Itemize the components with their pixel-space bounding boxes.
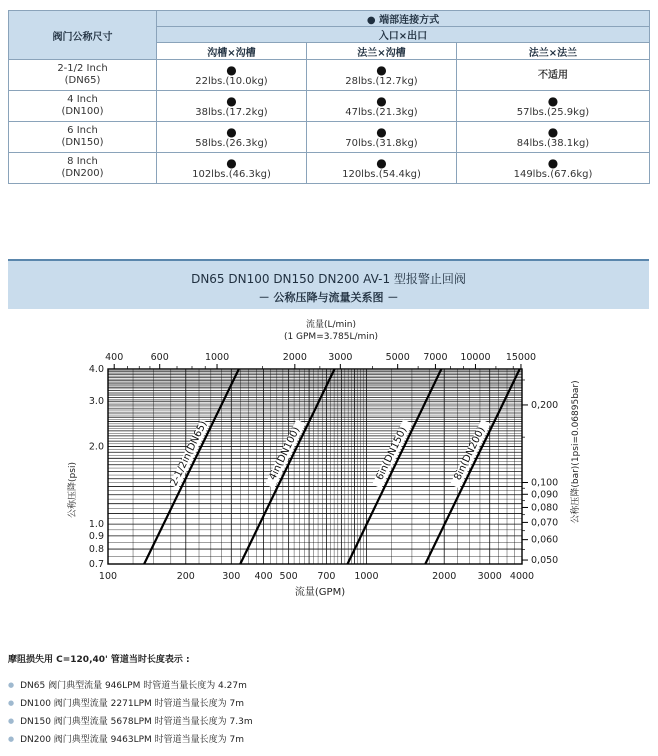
top-tick-label: 3000: [328, 352, 353, 363]
right-tick-label: 0,080: [531, 502, 559, 514]
bullet-icon: ●: [547, 155, 559, 170]
x-tick-label: 1000: [354, 571, 379, 582]
size-cell: 6 Inch (DN150): [9, 122, 157, 153]
chart-title: DN65 DN100 DN150 DN200 AV-1 型报警止回阀: [191, 272, 466, 286]
weight-table: [8, 10, 650, 184]
not-applicable-cell: 不适用: [457, 60, 650, 91]
x-tick-label: 4000: [509, 571, 535, 582]
top-tick-label: 600: [150, 352, 169, 363]
x-tick-label: 500: [279, 571, 298, 582]
size-cell: 8 Inch (DN200): [9, 153, 157, 184]
notes-intro: 摩阻损失用 C=120,40' 管道当时长度表示 :: [8, 655, 190, 665]
series-label: 4in(DN100): [267, 425, 303, 483]
weight-cell: ● 149lbs.(67.6kg): [457, 153, 650, 184]
size-header: 阀门公称尺寸: [9, 11, 157, 60]
right-axis-label: 公称压降(bar)(1psi=0.06895bar): [571, 380, 581, 524]
bullet-icon: ●: [376, 93, 387, 108]
top-tick-label: 1000: [204, 352, 230, 363]
y-tick-label: 0.9: [88, 530, 104, 542]
x-tick-label: 700: [317, 571, 336, 582]
bullet-icon: ●: [376, 155, 387, 170]
weight-cell: ● 102lbs.(46.3kg): [157, 153, 307, 184]
y-tick-label: 0.8: [88, 544, 104, 556]
weight-cell: ● 47lbs.(21.3kg): [307, 91, 457, 122]
column-header: 沟槽×沟槽: [157, 43, 307, 60]
y-tick-label: 1.0: [88, 519, 104, 531]
top-tick-label: 5000: [385, 352, 410, 363]
right-tick-label: 0,090: [531, 489, 559, 501]
x-tick-label: 200: [176, 571, 195, 582]
right-tick-label: 0,100: [531, 477, 559, 489]
x-tick-label: 3000: [477, 571, 502, 582]
chart-subtitle: － 公称压降与流量关系图 －: [258, 291, 399, 304]
series-label: 8in(DN200): [452, 425, 488, 483]
bullet-icon: ●: [376, 62, 387, 77]
x-axis-label: 流量(GPM): [294, 587, 346, 598]
top-axis-label: 流量(L/min): [305, 320, 357, 330]
series-line: [144, 369, 239, 564]
right-tick-label: 0,050: [531, 555, 559, 567]
bullet-icon: ●: [376, 124, 387, 139]
weight-cell: ● 84lbs.(38.1kg): [457, 122, 650, 153]
notes-section: [8, 652, 253, 751]
weight-cell: ● 70lbs.(31.8kg): [307, 122, 457, 153]
list-item: ● DN150 阀门典型流量 5678LPM 时管道当量长度为 7.3m: [8, 715, 253, 733]
x-tick-label: 2000: [432, 571, 457, 582]
right-tick-label: 0,060: [531, 534, 559, 546]
weight-cell: ● 120lbs.(54.4kg): [307, 153, 457, 184]
series-label: 6in(DN150): [374, 425, 410, 483]
y-axis-label: 公称压降(psi): [68, 462, 78, 518]
end-connection-header: ● 端部连接方式: [157, 11, 650, 27]
series-line: [425, 369, 519, 564]
size-cell: 4 Inch (DN100): [9, 91, 157, 122]
series-lines: [144, 369, 520, 564]
list-item: ● DN200 阀门典型流量 9463LPM 时管道当量长度为 7m: [8, 733, 253, 751]
series-label: 2-1/2in(DN65): [168, 419, 210, 488]
bullet-icon: ●: [366, 15, 380, 26]
weight-cell: ● 57lbs.(25.9kg): [457, 91, 650, 122]
y-tick-label: 4.0: [88, 364, 104, 375]
y-tick-label: 2.0: [88, 441, 104, 453]
pressure-drop-chart: [0, 312, 658, 642]
chart-title-banner: [8, 259, 649, 309]
top-tick-label: 2000: [282, 352, 307, 363]
x-tick-label: 400: [254, 571, 273, 582]
right-tick-label: 0,200: [531, 399, 559, 411]
weight-cell: ● 38lbs.(17.2kg): [157, 91, 307, 122]
table-row: [9, 60, 650, 91]
weight-cell: ● 58lbs.(26.3kg): [157, 122, 307, 153]
column-header: 法兰×沟槽: [307, 43, 457, 60]
list-item: ● DN65 阀门典型流量 946LPM 时管道当量长度为 4.27m: [8, 679, 253, 697]
weight-cell: ● 22lbs.(10.0kg): [157, 60, 307, 91]
weight-cell: ● 28lbs.(12.7kg): [307, 60, 457, 91]
right-tick-label: 0,070: [531, 517, 559, 529]
series-line: [348, 369, 442, 564]
notes-list: [8, 679, 253, 751]
tick-labels: [89, 352, 558, 582]
size-cell: 2-1/2 Inch (DN65): [9, 60, 157, 91]
table-row: [9, 153, 650, 184]
y-tick-label: 0.7: [88, 559, 104, 570]
y-tick-label: 3.0: [88, 396, 104, 408]
top-tick-label: 10000: [460, 352, 491, 363]
list-item: ● DN100 阀门典型流量 2271LPM 时管道当量长度为 7m: [8, 697, 253, 715]
bullet-icon: ●: [226, 62, 237, 77]
bullet-icon: ●: [547, 124, 559, 139]
top-axis-sublabel: (1 GPM=3.785L/min): [283, 332, 379, 342]
column-header: 法兰×法兰: [457, 43, 650, 60]
top-tick-label: 400: [105, 352, 124, 363]
bullet-icon: ●: [226, 124, 237, 139]
x-tick-label: 100: [98, 571, 118, 582]
table-row: [9, 122, 650, 153]
top-tick-label: 7000: [423, 352, 448, 363]
bullet-icon: ●: [226, 93, 237, 108]
inlet-outlet-header: 入口×出口: [157, 27, 650, 43]
top-tick-label: 15000: [505, 352, 537, 363]
bullet-icon: ●: [547, 93, 559, 108]
x-tick-label: 300: [222, 571, 241, 582]
series-line: [240, 369, 334, 564]
bullet-icon: ●: [226, 155, 237, 170]
table-row: [9, 91, 650, 122]
